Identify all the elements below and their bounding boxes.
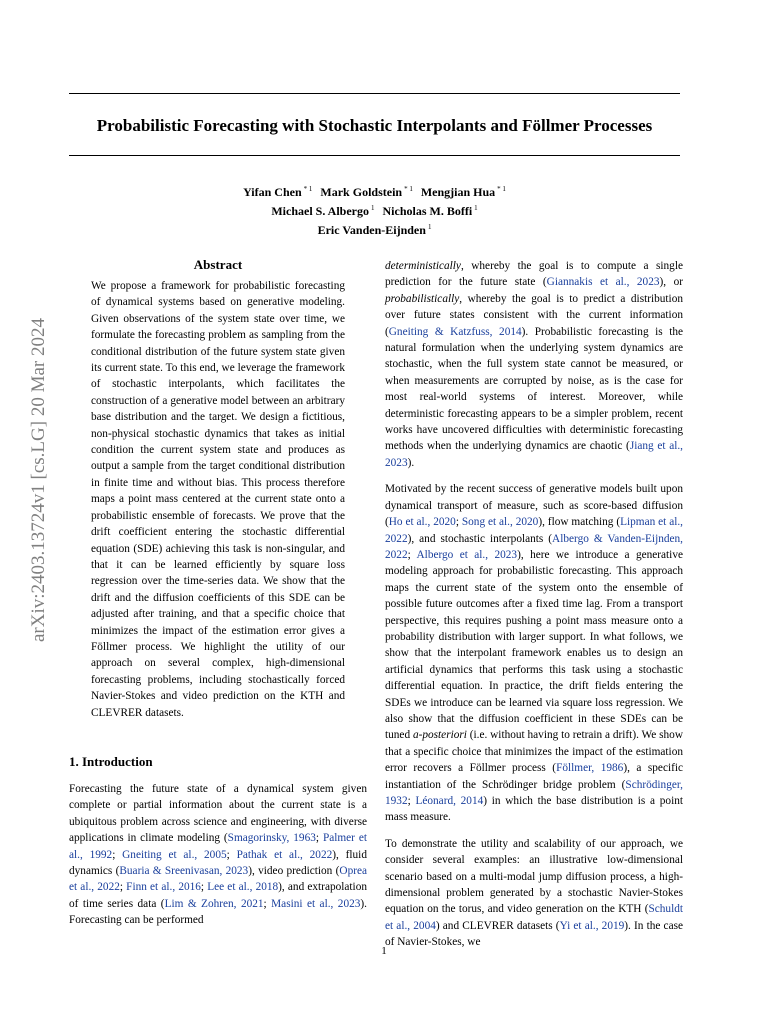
- author-line: [69, 219, 680, 238]
- citation-link[interactable]: Pathak et al., 2022: [236, 848, 333, 861]
- citation-link[interactable]: Smagorinsky, 1963: [227, 832, 316, 845]
- citation-link[interactable]: Gneiting et al., 2005: [122, 848, 227, 861]
- citation-link[interactable]: Oprea et al., 2022: [69, 865, 368, 894]
- citation-link[interactable]: Lee et al., 2018: [207, 881, 279, 894]
- citation-link[interactable]: Palmer et al., 1992: [69, 832, 367, 861]
- citation-link[interactable]: Masini et al., 2023: [271, 897, 361, 910]
- paper-title: Probabilistic Forecasting with Stochastic Interpolants and Föllmer Processes: [96, 116, 653, 135]
- citation-link[interactable]: Lipman et al., 2022: [385, 516, 683, 545]
- author-name: Nicholas M. Boffi $^1$: [382, 204, 478, 218]
- citation-link[interactable]: Gneiting & Katzfuss, 2014: [388, 325, 522, 338]
- intro-paragraph-3: Motivated by the recent success of generative models built upon dynamical transport of measure, such as score-based diffusion (Ho et al., 2020; Song et al., 2020), flow matching (Lipman et al., 2022), and stochastic interpolants (Albergo & Vanden-Eijnden, 2022; Albergo et al., 2023), here we introduce a generative modeling approach for probabilistic forecasting. This approach maps the current state of the system onto the ensemble of possible future outcomes after a fixed time lag. From a transport perspective, this requires pushing a point mass measure onto a probability distribution with larger support. In what follows, we show that the interpolant framework enables us to design an artificial dynamics that performs this task using a stochastic differential equation. In practice, the drift fields entering the SDEs we introduce can be learned via square loss regression. We also show that the diffusion coefficient in these SDEs can be tuned a-posteriori (i.e. without having to retrain a drift). We show that a specific choice that minimizes the impact of the estimation error recovers a Föllmer process (Föllmer, 1986), a specific instantiation of the Schrödinger bridge problem (Schrödinger, 1932; Léonard, 2014) in which the base distribution is a point mass measure.: [385, 483, 684, 824]
- author-name: Mengjian Hua $^{* 1}$: [420, 185, 506, 199]
- author-affiliation-mark: 1: [474, 204, 478, 212]
- author-affiliation-mark: * 1: [303, 185, 313, 193]
- author-affiliation-mark: 1: [371, 204, 375, 212]
- italic-text: a-posteriori: [412, 729, 467, 742]
- citation-link[interactable]: Schuldt et al., 2004: [385, 903, 683, 932]
- intro-paragraph-4: To demonstrate the utility and scalability of our approach, we consider several examples: an illustrative low-dimensional scenario based on a multi-modal jump diffusion process, a high-dimensional problem generated by a stochastic Navier-Stokes equation on the torus, and video generation on the KTH (Schuldt et al., 2004) and CLEVRER datasets (Yi et al., 2019). In the case of Navier-Stokes, we: [385, 837, 683, 949]
- citation-link[interactable]: Giannakis et al., 2023: [546, 276, 660, 289]
- author-name: Yifan Chen $^{* 1}$: [243, 185, 313, 199]
- author-line: [69, 200, 680, 219]
- author-affiliation-mark: * 1: [404, 185, 413, 193]
- introduction-heading: 1. Introduction: [69, 753, 153, 769]
- author-list: [69, 181, 680, 238]
- citation-link[interactable]: Jiang et al., 2023: [385, 440, 683, 469]
- citation-link[interactable]: Song et al., 2020: [461, 516, 539, 529]
- citation-link[interactable]: Léonard, 2014: [415, 795, 484, 807]
- citation-link[interactable]: Schrödinger, 1932: [385, 778, 683, 807]
- right-column: [385, 258, 683, 951]
- citation-link[interactable]: Albergo et al., 2023: [416, 548, 518, 561]
- citation-link[interactable]: Lim & Zohren, 2021: [164, 897, 264, 910]
- citation-link[interactable]: Albergo & Vanden-Eijnden, 2022: [385, 532, 683, 561]
- left-column: [69, 256, 367, 929]
- italic-text: deterministically: [385, 260, 461, 272]
- page-number: 1: [381, 945, 387, 957]
- citation-link[interactable]: Föllmer, 1986: [556, 762, 624, 775]
- title-top-rule: [69, 93, 680, 94]
- author-name: Mark Goldstein $^{* 1}$: [320, 185, 413, 199]
- citation-link[interactable]: Ho et al., 2020: [388, 516, 456, 529]
- citation-link[interactable]: Yi et al., 2019: [559, 919, 625, 932]
- author-name: Eric Vanden-Eijnden $^1$: [317, 223, 432, 237]
- author-affiliation-mark: 1: [427, 223, 432, 231]
- intro-paragraph-2: deterministically, whereby the goal is to compute a single prediction for the future state (Giannakis et al., 2023), or probabilistically, whereby the goal is to predict a distribution over future states consistent with the current information (Gneiting & Katzfuss, 2014). Probabilistic forecasting is the natural formulation when the underlying system dynamics are stochastic, when the full system state cannot be measured, or when measurements are corrupted by noise, as is the case for most real-world systems of interest. Moreover, while deterministic forecasting appears to be a simpler problem, recent works have uncovered difficulties with deterministic forecasting methods when the underlying dynamics are chaotic (Jiang et al., 2023).: [385, 260, 683, 469]
- arxiv-identifier-stamp: arXiv:2403.13724v1 [cs.LG] 20 Mar 2024: [28, 318, 49, 643]
- abstract-text: We propose a framework for probabilistic forecasting of dynamical systems based on generative modeling. Given observations of the system state over time, we formulate the forecasting problem as sampling from the conditional distribution of the future system state given its current state. To this end, we leverage the framework of stochastic interpolants, which facilitates the construction of a generative model between an arbitrary base distribution and the target. We design a fictitious, non-physical stochastic dynamics that takes as initial condition the current system state and produces as output a sample from the target conditional distribution in finite time and without bias. This process therefore maps a point mass centered at the current state onto a probabilistic ensemble of forecasts. We prove that the drift coefficient entering the stochastic differential equation (SDE) achieving this task is non-singular, and that it can be learned efficiently by square loss regression over the time-series data. We show that the drift and the diffusion coefficients of this SDE can be adjusted after training, and that a specific choice that minimizes the impact of the estimation error gives a Föllmer process. We highlight the utility of our approach on several complex, high-dimensional forecasting problems, including stochastically forced Navier-Stokes and video prediction on the KTH and CLEVRER datasets.: [91, 280, 345, 719]
- citation-link[interactable]: Finn et al., 2016: [126, 881, 201, 894]
- author-name: Michael S. Albergo $^1$: [271, 204, 375, 218]
- intro-paragraph-1: Forecasting the future state of a dynamical system given complete or partial information about the current state is a ubiquitous problem across science and engineering, with diverse applications in climate modeling (Smagorinsky, 1963; Palmer et al., 1992; Gneiting et al., 2005; Pathak et al., 2022), fluid dynamics (Buaria & Sreenivasan, 2023), video prediction (Oprea et al., 2022; Finn et al., 2016; Lee et al., 2018), and extrapolation of time series data (Lim & Zohren, 2021; Masini et al., 2023). Forecasting can be performed: [69, 782, 368, 927]
- author-affiliation-mark: * 1: [497, 185, 506, 193]
- abstract-heading: Abstract: [193, 257, 243, 272]
- citation-link[interactable]: Buaria & Sreenivasan, 2023: [119, 865, 249, 877]
- title-bottom-rule: [69, 155, 680, 156]
- italic-text: probabilistically: [385, 292, 460, 305]
- author-line: [69, 181, 680, 200]
